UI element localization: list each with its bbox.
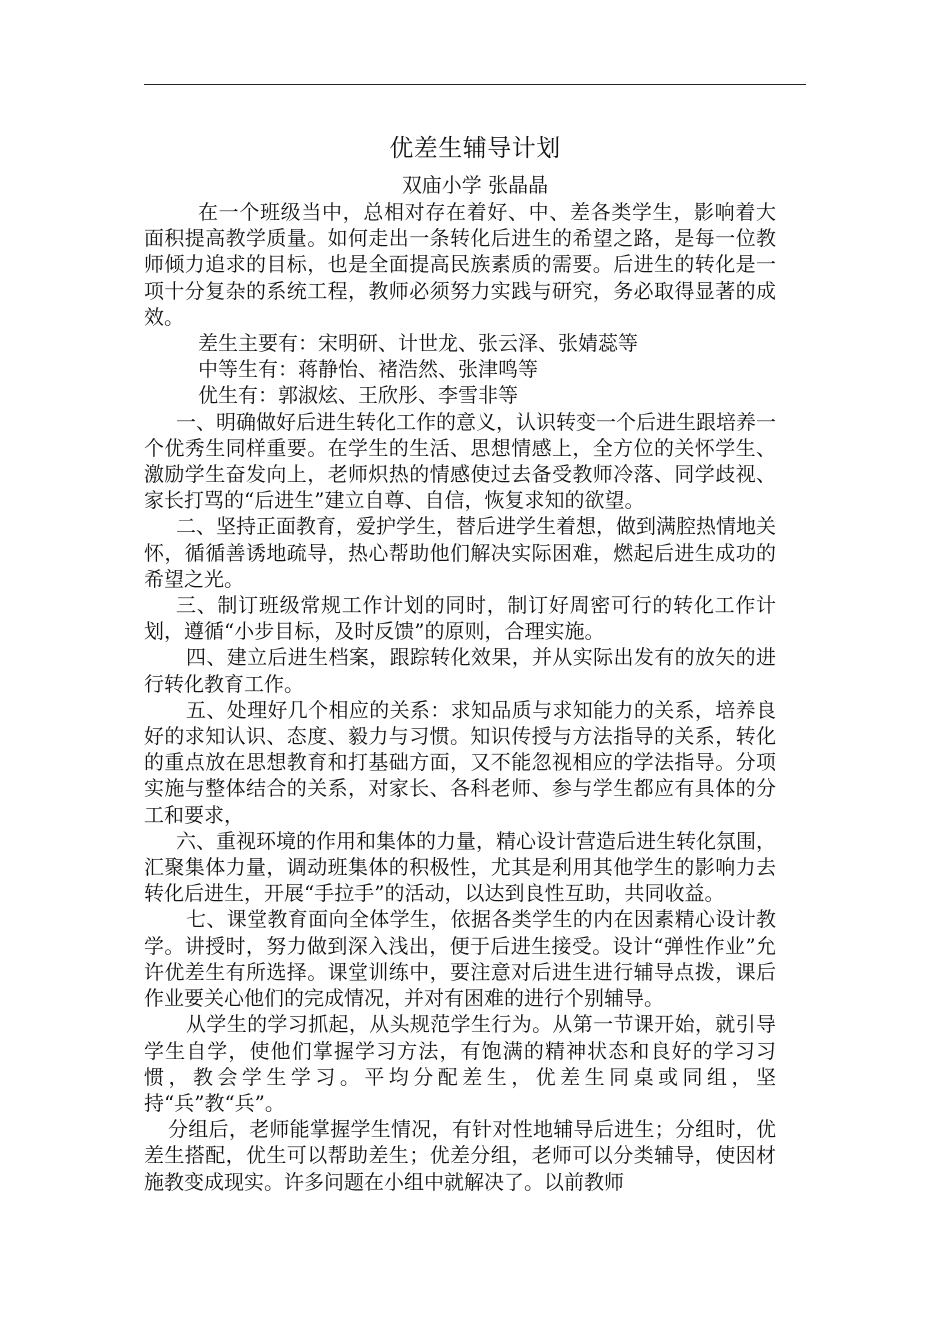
header-rule xyxy=(144,84,806,85)
intro-paragraph: 在一个班级当中，总相对存在着好、中、差各类学生，影响着大面积提高教学质量。如何走出一条转化后进生的希望之路，是每一位教师倾力追求的目标，也是全面提高民族素质的需要。后进生的转化是一项十分复杂的系统工程，教师必须努力实践与研究，务必取得显著的成效。 xyxy=(144,200,776,329)
document-body xyxy=(144,199,776,1195)
point-3-paragraph: 三、制订班级常规工作计划的同时，制订好周密可行的转化工作计划，遵循“小步目标，及时反馈”的原则，合理实施。 xyxy=(144,593,776,644)
point-4-paragraph: 四、建立后进生档案，跟踪转化效果，并从实际出发有的放矢的进行转化教育工作。 xyxy=(144,645,776,696)
weak-students-line: 差生主要有：宋明研、计世龙、张云泽、张婧蕊等 xyxy=(198,331,638,356)
point-1-paragraph: 一、明确做好后进生转化工作的意义，认识转变一个后进生跟培养一个优秀生同样重要。在学生的生活、思想情感上，全方位的关怀学生、激励学生奋发向上，老师炽热的情感使过去备受教师冷落、同学歧视、家长打骂的“后进生”建立自尊、自信，恢复求知的欲望。 xyxy=(144,409,776,513)
learning-habits-paragraph: 从学生的学习抓起，从头规范学生行为。从第一节课开始，就引导学生自学，使他们掌握学习方法，有饱满的精神状态和良好的学习习惯，教会学生学习。平均分配差生，优差生同桌或同组，坚持“兵”教“兵”。 xyxy=(144,1012,776,1115)
document-title: 优差生辅导计划 xyxy=(389,134,561,162)
middle-students-line: 中等生有：蒋静怡、褚浩然、张津鸣等 xyxy=(198,357,538,382)
top-students-line: 优生有：郭淑炫、王欣彤、李雪非等 xyxy=(198,383,518,408)
grouping-paragraph: 分组后，老师能掌握学生情况，有针对性地辅导后进生；分组时，优差生搭配，优生可以帮助差生；优差分组，老师可以分类辅导，使因材施教变成现实。许多问题在小组中就解决了。以前教师 xyxy=(144,1117,776,1194)
point-2-paragraph: 二、坚持正面教育，爱护学生，替后进学生着想，做到满腔热情地关怀，循循善诱地疏导，热心帮助他们解决实际困难，燃起后进生成功的希望之光。 xyxy=(144,514,776,591)
author-byline: 双庙小学 张晶晶 xyxy=(401,173,549,197)
point-5-paragraph: 五、处理好几个相应的关系：求知品质与求知能力的关系，培养良好的求知认识、态度、毅力与习惯。知识传授与方法指导的关系，转化的重点放在思想教育和打基础方面，又不能忽视相应的学法指导。分项实施与整体结合的关系，对家长、各科老师、参与学生都应有具体的分工和要求， xyxy=(144,697,776,827)
point-6-paragraph: 六、重视环境的作用和集体的力量，精心设计营造后进生转化氛围，汇聚集体力量，调动班集体的积极性，尤其是利用其他学生的影响力去转化后进生，开展“手拉手”的活动，以达到良性互助，共同收益。 xyxy=(144,828,776,906)
point-7-paragraph: 七、课堂教育面向全体学生，依据各类学生的内在因素精心设计教学。讲授时，努力做到深入浅出，便于后进生接受。设计“弹性作业”允许优差生有所选择。课堂训练中，要注意对后进生进行辅导点拨，课后作业要关心他们的完成情况，并对有困难的进行个别辅导。 xyxy=(144,907,776,1011)
